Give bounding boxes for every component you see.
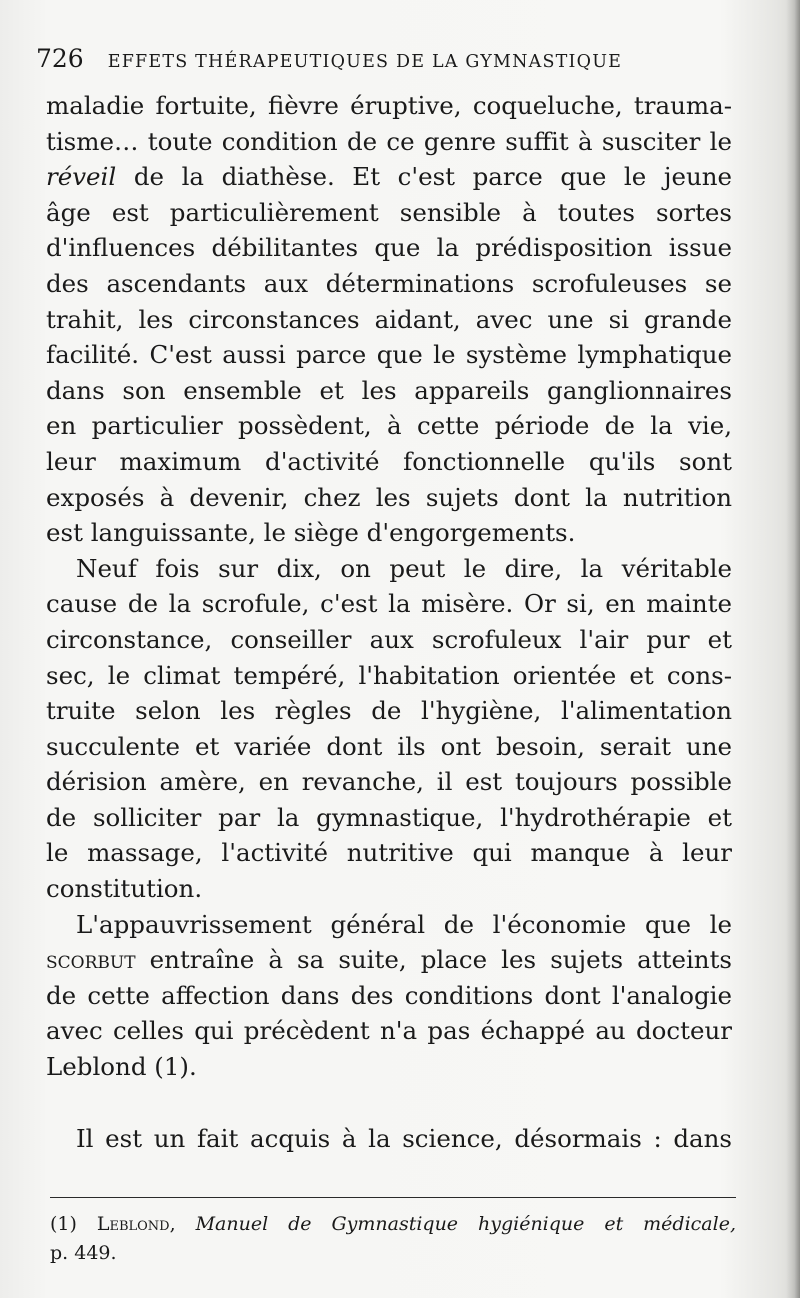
- text-line: constitution.: [46, 874, 203, 904]
- text-line: succulente et variée dont ils ont besoin, serait une: [46, 731, 732, 761]
- footnote-author: Leblond,: [96, 1213, 176, 1235]
- text-line: truite selon les règles de l'hygiène, l'alimentation: [46, 696, 732, 726]
- paragraph-3: [46, 907, 732, 1085]
- paragraph-2: [46, 551, 732, 907]
- footnote-rule: [50, 1197, 736, 1198]
- text-line: [46, 942, 732, 978]
- text-line: [46, 159, 732, 195]
- page-edge-shadow: [786, 0, 800, 1298]
- text-fragment: entraîne à sa suite, place les sujets atteints: [149, 945, 732, 975]
- page-header: [36, 44, 736, 78]
- footnote: [50, 1210, 736, 1268]
- text-line: facilité. C'est aussi parce que le système lymphatique: [46, 340, 732, 370]
- paragraph-1: [46, 88, 732, 551]
- page-number: 726: [36, 44, 84, 73]
- text-line: Il est un fait acquis à la science, désormais : dans: [76, 1123, 732, 1153]
- body-text: [46, 88, 732, 1156]
- text-line: est languissante, le siège d'engorgements.: [46, 518, 576, 548]
- text-line: dérision amère, en revanche, il est toujours possible: [46, 767, 732, 797]
- text-line: en particulier possèdent, à cette période de la vie,: [46, 411, 732, 441]
- text-line: circonstance, conseiller aux scrofuleux l'air pur et: [46, 624, 732, 654]
- text-line: leur maximum d'activité fonctionnelle qu'ils sont: [46, 446, 732, 476]
- text-line: trahit, les circonstances aidant, avec une si grande: [46, 304, 732, 334]
- text-line: d'influences débilitantes que la prédisposition issue: [46, 233, 732, 263]
- footnote-page: p. 449.: [50, 1242, 117, 1264]
- text-line: Neuf fois sur dix, on peut le dire, la véritable: [76, 553, 732, 583]
- text-line: des ascendants aux déterminations scrofuleuses se: [46, 268, 732, 298]
- text-line: de solliciter par la gymnastique, l'hydrothérapie et: [46, 802, 732, 832]
- footnote-line: [50, 1210, 736, 1239]
- paragraph-4: [46, 1121, 732, 1157]
- paragraph-gap: [46, 1085, 732, 1121]
- text-line: sec, le climat tempéré, l'habitation orientée et cons-: [46, 660, 732, 690]
- text-line: maladie fortuite, fièvre éruptive, coqueluche, trauma-: [46, 91, 732, 120]
- text-line: dans son ensemble et les appareils ganglionnaires: [46, 375, 732, 405]
- text-line: avec celles qui précèdent n'a pas échappé au docteur: [46, 1016, 732, 1046]
- text-line: âge est particulièrement sensible à toutes sortes: [46, 197, 732, 227]
- footnote-title: Manuel de Gymnastique hygiénique et médicale,: [195, 1213, 736, 1235]
- small-caps-scorbut: scorbut: [46, 945, 136, 975]
- footnote-marker: (1): [50, 1213, 77, 1235]
- text-line: le massage, l'activité nutritive qui manque à leur: [46, 838, 732, 868]
- text-line: de cette affection dans des conditions dont l'analogie: [46, 980, 732, 1010]
- emphasis-reveil: réveil: [46, 162, 117, 192]
- text-line: L'appauvrissement général de l'économie que le: [76, 909, 732, 939]
- running-head: EFFETS THÉRAPEUTIQUES DE LA GYMNASTIQUE: [107, 52, 623, 72]
- text-line: tisme… toute condition de ce genre suffit à susciter le: [46, 126, 732, 156]
- text-line: exposés à devenir, chez les sujets dont la nutrition: [46, 482, 732, 512]
- text-line: Leblond (1).: [46, 1052, 197, 1082]
- text-line: cause de la scrofule, c'est la misère. Or si, en mainte: [46, 589, 732, 619]
- text-fragment: de la diathèse. Et c'est parce que le jeune: [133, 162, 733, 192]
